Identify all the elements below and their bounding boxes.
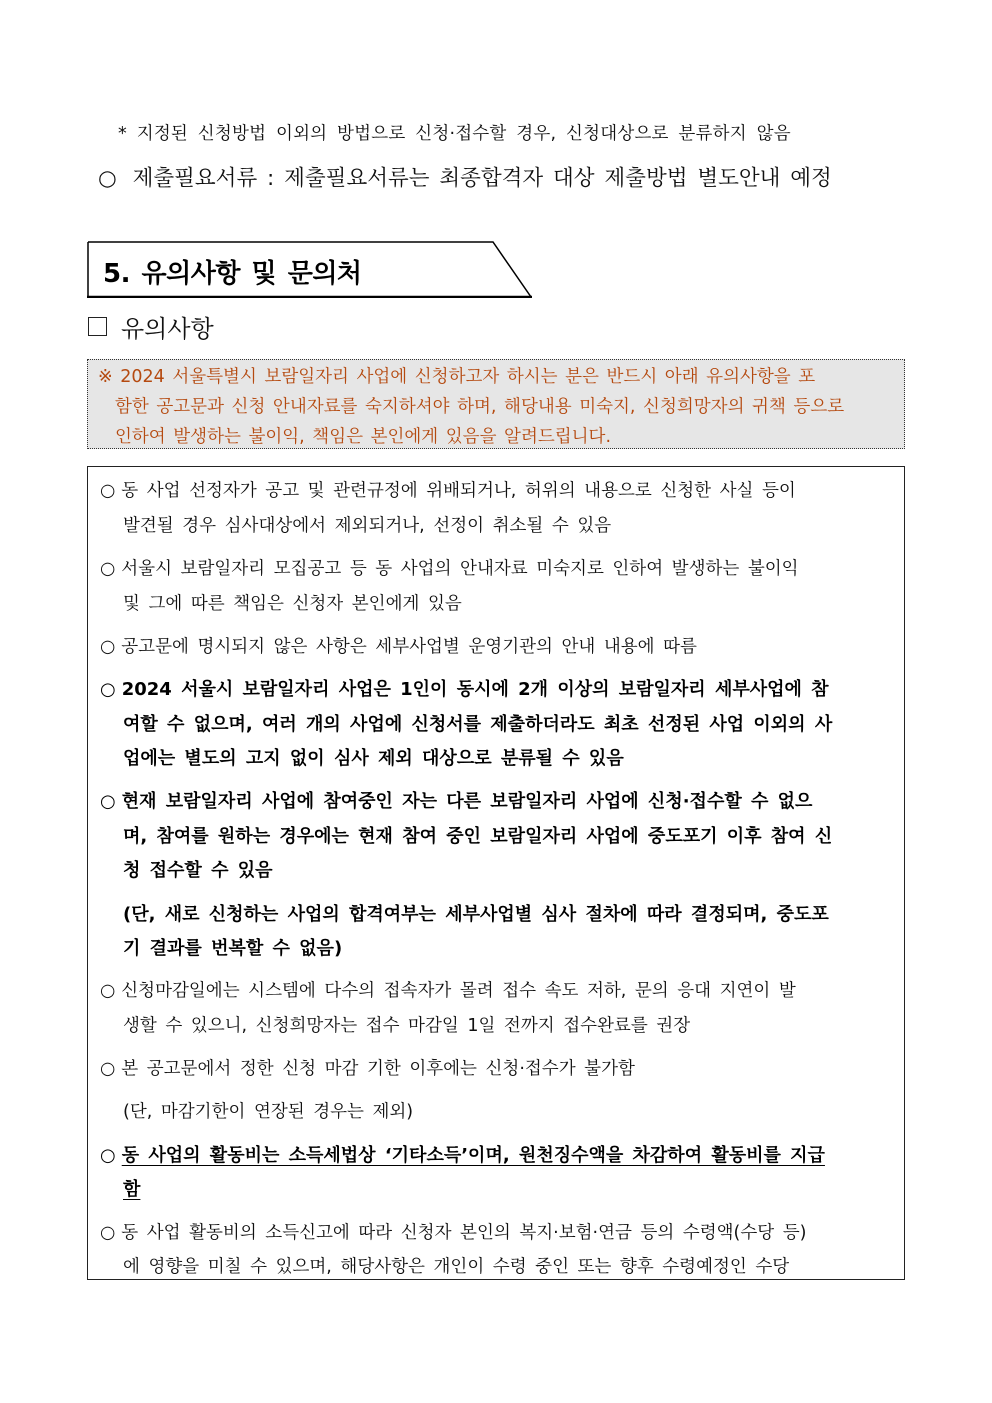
notice-text: 동 사업 활동비의 소득신고에 따라 신청자 본인의 복지·보험·연금 등의 수령액(수당 등) <box>121 1223 807 1243</box>
section-header <box>87 241 532 298</box>
notice-item-bold <box>100 787 812 813</box>
subheading-text: 유의사항 <box>121 315 214 343</box>
notice-text: 동 사업 선정자가 공고 및 관련규정에 위배되거나, 허위의 내용으로 신청한 사실 등이 <box>121 481 796 501</box>
notice-text: 동 사업의 활동비는 소득세법상 ‘기타소득’이며, 원천징수액을 차감하여 활동비를 지급 <box>121 1145 825 1166</box>
notice-continuation: 기 결과를 번복할 수 없음) <box>123 938 343 959</box>
notice-item <box>100 1055 635 1080</box>
circle-bullet-icon: ○ <box>100 1145 116 1166</box>
circle-bullet-icon: ○ <box>100 679 116 700</box>
notice-continuation <box>123 1175 140 1201</box>
circle-bullet-icon: ○ <box>100 637 116 657</box>
circle-bullet-icon: ○ <box>98 166 117 191</box>
notices-box <box>87 466 905 1280</box>
notice-continuation: 및 그에 따른 책임은 신청자 본인에게 있음 <box>123 594 462 614</box>
notice-item <box>100 1219 806 1244</box>
notice-item-underlined <box>100 1141 825 1167</box>
notice-text: 함 <box>123 1179 141 1200</box>
notice-continuation: 업에는 별도의 고지 없이 심사 제외 대상으로 분류될 수 있음 <box>123 748 624 769</box>
submission-documents-line <box>98 161 832 192</box>
notice-continuation: 발견될 경우 심사대상에서 제외되거나, 선정이 취소될 수 있음 <box>123 516 612 536</box>
alert-box <box>87 359 905 449</box>
notice-text: 신청마감일에는 시스템에 다수의 접속자가 몰려 접수 속도 저하, 문의 응대 지연이 발 <box>121 981 796 1001</box>
notice-text: 현재 보람일자리 사업에 참여중인 자는 다른 보람일자리 사업에 신청·접수할 수 없으 <box>121 791 813 812</box>
notice-continuation: 에 영향을 미칠 수 있으며, 해당사항은 개인이 수령 중인 또는 향후 수령예정인 수당 <box>123 1257 790 1277</box>
circle-bullet-icon: ○ <box>100 1059 116 1079</box>
notice-continuation: (단, 마감기한이 연장된 경우는 제외) <box>123 1102 414 1122</box>
star-note: * 지정된 신청방법 이외의 방법으로 신청·접수할 경우, 신청대상으로 분류하지 않음 <box>118 124 791 144</box>
notice-item <box>100 555 799 580</box>
section-title: 5. 유의사항 및 문의처 <box>103 259 362 289</box>
circle-bullet-icon: ○ <box>100 981 116 1001</box>
notice-continuation: 생할 수 있으니, 신청희망자는 접수 마감일 1일 전까지 접수완료를 권장 <box>123 1016 691 1036</box>
circle-bullet-icon: ○ <box>100 1223 116 1243</box>
alert-line: 인하여 발생하는 불이익, 책임은 본인에게 있음을 알려드립니다. <box>115 427 612 447</box>
circle-bullet-icon: ○ <box>100 481 116 501</box>
notice-continuation: (단, 새로 신청하는 사업의 합격여부는 세부사업별 심사 절차에 따라 결정되며, 중도포 <box>123 904 829 925</box>
alert-line: 함한 공고문과 신청 안내자료를 숙지하셔야 하며, 해당내용 미숙지, 신청희망자의 귀책 등으로 <box>115 397 845 417</box>
notice-text: 서울시 보람일자리 모집공고 등 동 사업의 안내자료 미숙지로 인하여 발생하는 불이익 <box>121 559 799 579</box>
notice-text: 2024 서울시 보람일자리 사업은 1인이 동시에 2개 이상의 보람일자리 세부사업에 참 <box>121 679 829 700</box>
alert-line: ※ 2024 서울특별시 보람일자리 사업에 신청하고자 하시는 분은 반드시 아래 유의사항을 포 <box>98 367 816 387</box>
subheading <box>88 309 214 344</box>
circle-bullet-icon: ○ <box>100 559 116 579</box>
notice-text: 본 공고문에서 정한 신청 마감 기한 이후에는 신청·접수가 불가함 <box>121 1059 635 1079</box>
notice-item-bold <box>100 675 829 701</box>
notice-text: 공고문에 명시되지 않은 사항은 세부사업별 운영기관의 안내 내용에 따름 <box>121 637 697 657</box>
circle-bullet-icon: ○ <box>100 791 116 812</box>
notice-continuation: 며, 참여를 원하는 경우에는 현재 참여 중인 보람일자리 사업에 중도포기 이후 참여 신 <box>123 826 833 847</box>
notice-continuation: 청 접수할 수 있음 <box>123 860 273 881</box>
checkbox-square-icon <box>88 317 107 336</box>
notice-item <box>100 977 796 1002</box>
notice-item <box>100 633 697 658</box>
notice-continuation: 여할 수 없으며, 여러 개의 사업에 신청서를 제출하더라도 최초 선정된 사업 이외의 사 <box>123 714 833 735</box>
submission-documents-text: 제출필요서류 : 제출필요서류는 최종합격자 대상 제출방법 별도안내 예정 <box>132 166 832 191</box>
notice-item <box>100 477 796 502</box>
